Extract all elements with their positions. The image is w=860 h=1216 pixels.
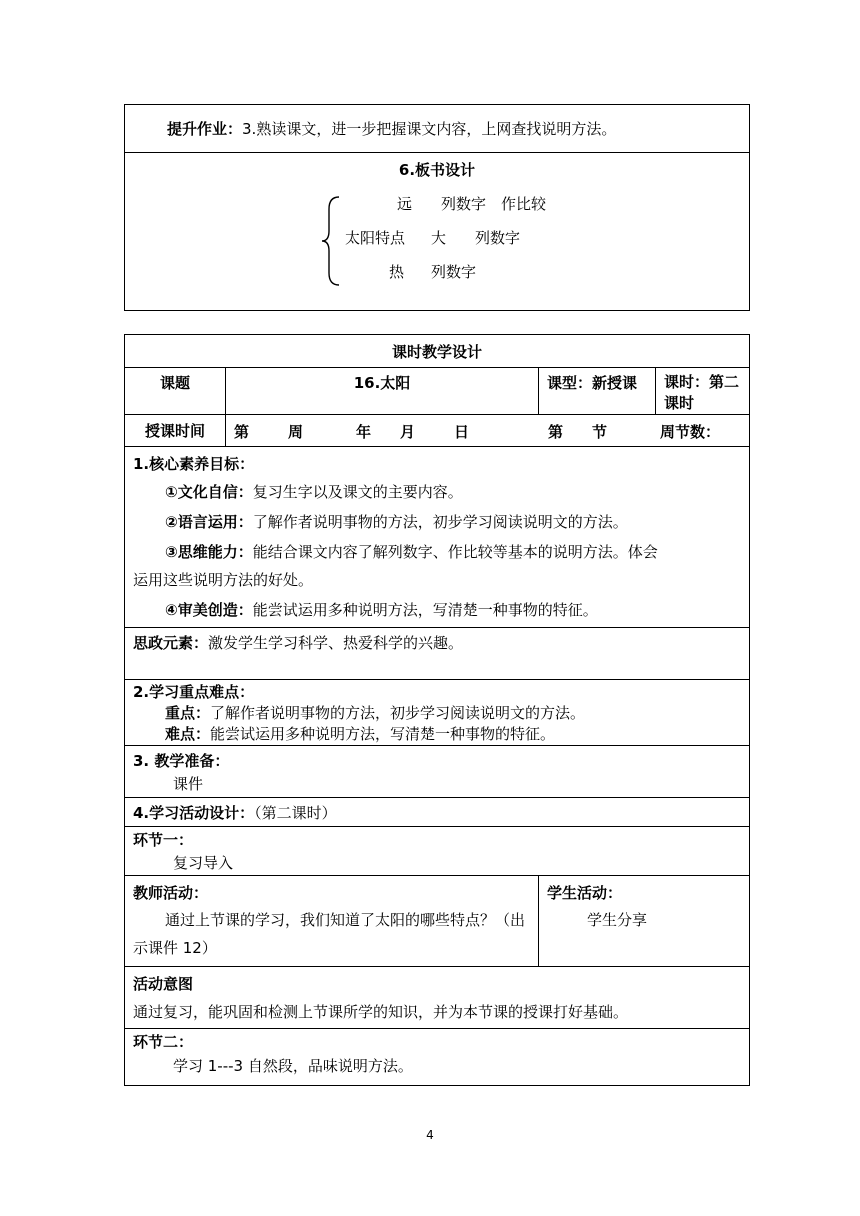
stage2-cell	[125, 1029, 750, 1086]
lesson-type: 课型：新授课	[539, 368, 656, 415]
time-week: 周	[288, 423, 304, 441]
teacher-activity-text: 通过上节课的学习，我们知道了太阳的哪些特点？（出示课件 12）	[133, 911, 526, 957]
goal-aesthetic: ④审美创造：能尝试运用多种说明方法，写清楚一种事物的特征。	[165, 601, 598, 619]
page-number: 4	[426, 1128, 434, 1142]
homework-text: 3.熟读课文，进一步把握课文内容，上网查找说明方法。	[242, 120, 617, 138]
prep-cell	[125, 746, 750, 798]
activity-note: （第二课时）	[254, 803, 337, 822]
stage1-cell	[125, 827, 750, 876]
goals-cell	[125, 447, 750, 628]
teacher-activity-label: 教师活动：	[133, 884, 209, 902]
stage1-text: 复习导入	[173, 854, 234, 872]
board-design-table	[124, 104, 750, 311]
board-items-far: 列数字 作比较	[441, 195, 547, 213]
board-items-big: 列数字	[475, 229, 521, 247]
student-activity-label: 学生活动：	[547, 884, 623, 902]
ideology-cell	[125, 628, 750, 680]
time-year: 年	[356, 423, 372, 441]
student-activity-text: 学生分享	[587, 911, 648, 929]
time-fields	[226, 415, 750, 447]
lesson-period: 课时：第二课时	[656, 368, 750, 415]
prep-heading: 3. 教学准备：	[133, 752, 230, 770]
intent-text: 通过复习，能巩固和检测上节课所学的知识，并为本节课的授课打好基础。	[133, 1003, 629, 1021]
board-title: 6.板书设计	[398, 161, 476, 179]
board-topic: 太阳特点	[345, 229, 406, 247]
topic-value: 16.太阳	[226, 368, 539, 415]
key-point: 重点：了解作者说明事物的方法，初步学习阅读说明文的方法。	[165, 704, 586, 722]
intent-cell	[125, 967, 750, 1029]
activity-cell	[125, 798, 750, 827]
time-label: 授课时间	[125, 415, 226, 447]
stage2-label: 环节二：	[133, 1033, 194, 1051]
teacher-activity-cell	[125, 876, 539, 967]
board-key-big: 大	[431, 229, 447, 247]
goals-heading: 1.核心素养目标：	[133, 455, 255, 473]
ideology-text: 激发学生学习科学、热爱科学的兴趣。	[208, 634, 464, 652]
board-cell	[125, 153, 750, 311]
time-month: 月	[400, 423, 416, 441]
time-weekly-count: 周节数：	[660, 423, 721, 441]
time-week-prefix: 第	[234, 423, 250, 441]
goal-language: ②语言运用：了解作者说明事物的方法，初步学习阅读说明文的方法。	[165, 513, 628, 531]
goal-thinking-cont: 运用这些说明方法的好处。	[133, 571, 314, 589]
board-items-hot: 列数字	[431, 263, 477, 281]
key-points-cell	[125, 680, 750, 746]
brace-icon	[321, 195, 343, 287]
stage1-label: 环节一：	[133, 831, 194, 849]
ideology-label: 思政元素：	[133, 634, 209, 652]
time-day: 日	[454, 423, 470, 441]
key-points-heading: 2.学习重点难点：	[133, 683, 255, 701]
goal-culture: ①文化自信：复习生字以及课文的主要内容。	[165, 483, 463, 501]
prep-text: 课件	[173, 775, 204, 793]
difficult-point: 难点：能尝试运用多种说明方法，写清楚一种事物的特征。	[165, 725, 556, 743]
time-session: 节	[592, 423, 608, 441]
homework-cell	[125, 105, 750, 153]
lesson-design-table	[124, 334, 750, 1086]
stage2-text: 学习 1---3 自然段，品味说明方法。	[173, 1057, 413, 1075]
goal-thinking: ③思维能力：能结合课文内容了解列数字、作比较等基本的说明方法。体会	[165, 543, 658, 561]
activity-heading: 4.学习活动设计：	[133, 803, 255, 822]
homework-label: 提升作业：	[167, 120, 243, 138]
student-activity-cell	[539, 876, 750, 967]
intent-label: 活动意图	[133, 975, 194, 993]
topic-label: 课题	[125, 368, 226, 415]
board-key-far: 远	[397, 195, 413, 213]
time-session-prefix: 第	[548, 423, 564, 441]
lesson-title: 课时教学设计	[125, 335, 750, 368]
board-key-hot: 热	[389, 263, 405, 281]
